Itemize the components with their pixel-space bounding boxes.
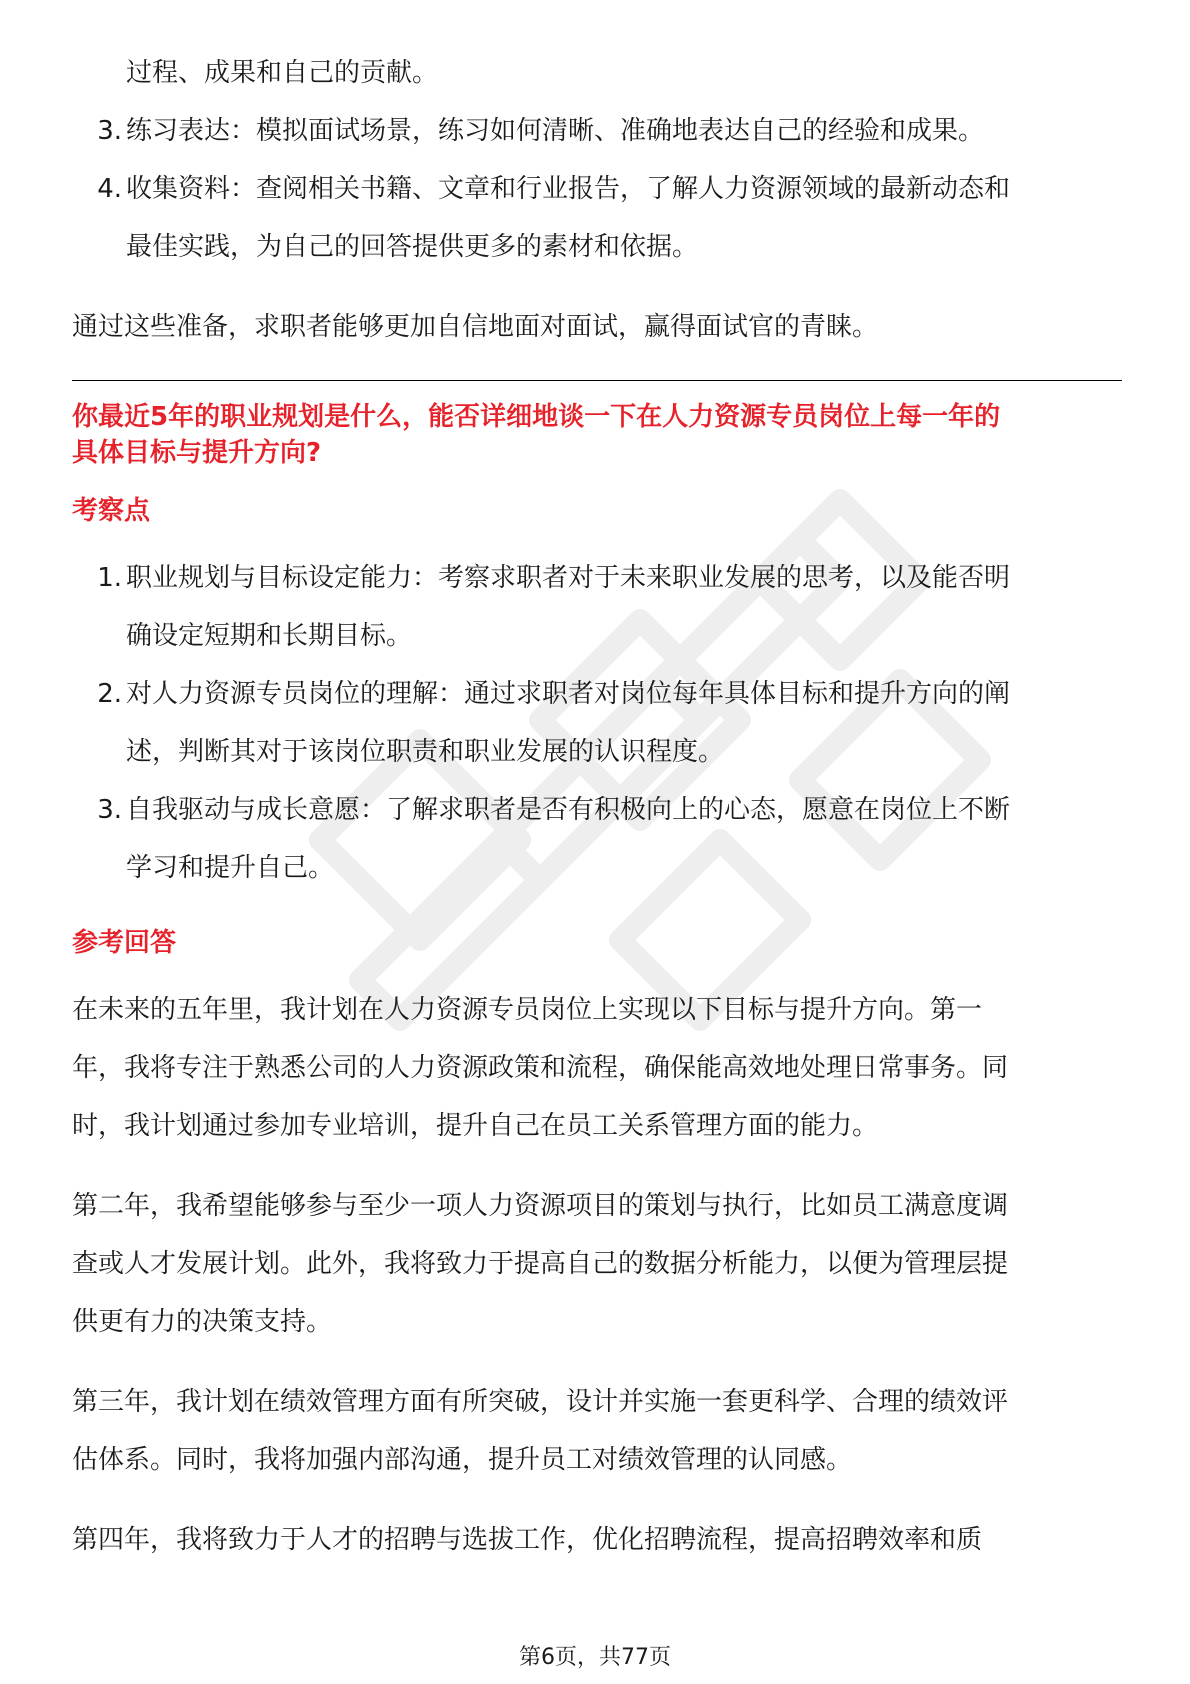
answer-line: 查或人才发展计划。此外，我将致力于提高自己的数据分析能力，以便为管理层提 bbox=[72, 1249, 1009, 1279]
document-page bbox=[72, 44, 1122, 1569]
answer-line: 第三年，我计划在绩效管理方面有所突破，设计并实施一套更科学、合理的绩效评 bbox=[72, 1387, 1009, 1417]
list-text: 收集资料：查阅相关书籍、文章和行业报告，了解人力资源领域的最新动态和 bbox=[126, 174, 1011, 204]
list-number: 2. bbox=[97, 679, 122, 709]
answer-paragraph bbox=[72, 1511, 1122, 1569]
list-text: 对人力资源专员岗位的理解：通过求职者对岗位每年具体目标和提升方向的阐 bbox=[126, 679, 1011, 709]
points-list bbox=[72, 549, 1122, 897]
list-item-continuation: 述，判断其对于该岗位职责和职业发展的认识程度。 bbox=[126, 737, 725, 767]
question-line: 你最近5年的职业规划是什么，能否详细地谈一下在人力资源专员岗位上每一年的 bbox=[72, 402, 1001, 432]
list-number: 1. bbox=[97, 563, 122, 593]
answer-line: 第二年，我希望能够参与至少一项人力资源项目的策划与执行，比如员工满意度调 bbox=[72, 1191, 1009, 1221]
answer-line: 估体系。同时，我将加强内部沟通，提升员工对绩效管理的认同感。 bbox=[72, 1445, 853, 1475]
list-item bbox=[72, 549, 1122, 607]
list-item-continuation: 过程、成果和自己的贡献。 bbox=[126, 58, 439, 88]
list-text: 职业规划与目标设定能力：考察求职者对于未来职业发展的思考，以及能否明 bbox=[126, 563, 1011, 593]
answer-paragraph bbox=[72, 981, 1122, 1155]
list-item-continuation: 确设定短期和长期目标。 bbox=[126, 621, 413, 651]
list-item bbox=[72, 781, 1122, 839]
prep-list bbox=[72, 44, 1122, 276]
list-item-continuation: 学习和提升自己。 bbox=[126, 853, 335, 883]
list-item bbox=[72, 665, 1122, 723]
page-footer: 第6页，共77页 bbox=[519, 1645, 671, 1670]
answer-line: 年，我将专注于熟悉公司的人力资源政策和流程，确保能高效地处理日常事务。同 bbox=[72, 1053, 1009, 1083]
question-line: 具体目标与提升方向? bbox=[72, 438, 322, 468]
list-item bbox=[72, 102, 1122, 160]
section-heading-answer: 参考回答 bbox=[72, 928, 177, 958]
answer-line: 供更有力的决策支持。 bbox=[72, 1307, 333, 1337]
closing-paragraph: 通过这些准备，求职者能够更加自信地面对面试，赢得面试官的青睐。 bbox=[72, 312, 879, 342]
list-number: 3. bbox=[97, 795, 122, 825]
question-heading bbox=[72, 399, 1122, 471]
answer-paragraph bbox=[72, 1373, 1122, 1489]
list-text: 自我驱动与成长意愿：了解求职者是否有积极向上的心态，愿意在岗位上不断 bbox=[126, 795, 1011, 825]
answer-line: 在未来的五年里，我计划在人力资源专员岗位上实现以下目标与提升方向。第一 bbox=[72, 995, 983, 1025]
list-item bbox=[72, 160, 1122, 218]
answer-line: 第四年，我将致力于人才的招聘与选拔工作，优化招聘流程，提高招聘效率和质 bbox=[72, 1525, 983, 1555]
section-divider bbox=[72, 380, 1122, 381]
list-text: 练习表达：模拟面试场景，练习如何清晰、准确地表达自己的经验和成果。 bbox=[126, 116, 985, 146]
list-number: 3. bbox=[97, 116, 122, 146]
list-item-continuation: 最佳实践，为自己的回答提供更多的素材和依据。 bbox=[126, 232, 699, 262]
answer-paragraph bbox=[72, 1177, 1122, 1351]
list-number: 4. bbox=[97, 174, 122, 204]
section-heading-points: 考察点 bbox=[72, 496, 151, 526]
answer-line: 时，我计划通过参加专业培训，提升自己在员工关系管理方面的能力。 bbox=[72, 1111, 879, 1141]
